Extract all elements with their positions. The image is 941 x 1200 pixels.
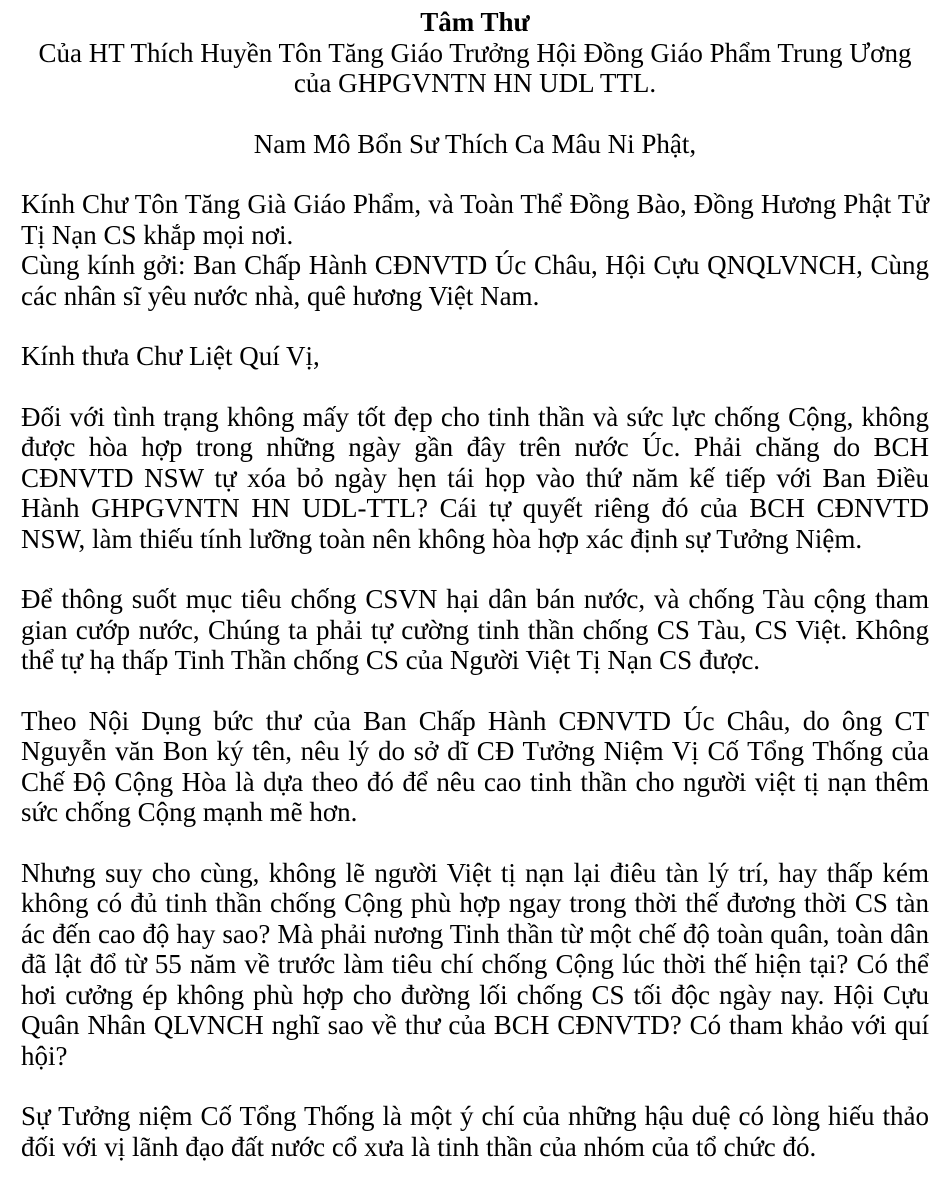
body-paragraph-2: Để thông suốt mục tiêu chống CSVN hại dân bán nước, và chống Tàu cộng tham gian cướp nước, Chúng ta phải tự cường tinh thần chống CS Tàu, CS Việt. Không thể tự hạ thấp Tinh Thần chống CS của Người Việt Tị Nạn CS được.	[21, 584, 929, 675]
body-paragraph-5: Sự Tưởng niệm Cố Tổng Thống là một ý chí của những hậu duệ có lòng hiếu thảo đối với vị lãnh đạo đất nước cổ xưa là tinh thần của nhóm của tổ chức đó.	[21, 1101, 929, 1162]
cc-recipients-paragraph: Cùng kính gởi: Ban Chấp Hành CĐNVTD Úc Châu, Hội Cựu QNQLVNCH, Cùng các nhân sĩ yêu nước nhà, quê hương Việt Nam.	[21, 250, 929, 311]
body-paragraph-4: Nhưng suy cho cùng, không lẽ người Việt tị nạn lại điêu tàn lý trí, hay thấp kém không có đủ tinh thần chống Cộng phù hợp ngay trong thời thế đương thời CS tàn ác đến cao độ hay sao? Mà phải nương Tinh thần từ một chế độ toàn quân, toàn dân đã lật đổ từ 55 năm về trước làm tiêu chí chống Cộng lúc thời thế hiện tại? Có thể hơi cưởng ép không phù hợp cho đường lối chống CS tối độc ngày nay. Hội Cựu Quân Nhân QLVNCH nghĩ sao về thư của BCH CĐNVTD? Có tham khảo với quí hội?	[21, 857, 929, 1071]
buddhist-invocation-line: Nam Mô Bổn Sư Thích Ca Mâu Ni Phật,	[253, 128, 697, 159]
document-subtitle: Của HT Thích Huyền Tôn Tăng Giáo Trưởng Hội Đồng Giáo Phẩm Trung Ương của GHPGVNTN HN UDL TTL.	[38, 37, 912, 98]
greeting-line: Kính thưa Chư Liệt Quí Vị,	[21, 341, 320, 371]
body-paragraph-3: Theo Nội Dụng bức thư của Ban Chấp Hành CĐNVTD Úc Châu, do ông CT Nguyễn văn Bon ký tên, nêu lý do sở dĩ CĐ Tưởng Niệm Vị Cố Tổng Thống của Chế Độ Cộng Hòa là dựa theo đó để nêu cao tinh thần cho người việt tị nạn thêm sức chống Cộng mạnh mẽ hơn.	[21, 705, 929, 827]
body-paragraph-1: Đối với tình trạng không mấy tốt đẹp cho tinh thần và sức lực chống Cộng, không được hòa hợp trong những ngày gần đây trên nước Úc. Phải chăng do BCH CĐNVTD NSW tự xóa bỏ ngày hẹn tái họp vào thứ năm kế tiếp với Ban Điều Hành GHPGVNTN HN UDL-TTL? Cái tự quyết riêng đó của BCH CĐNVTD NSW, làm thiếu tính lưỡng toàn nên không hòa hợp xác định sự Tưởng Niệm.	[21, 401, 929, 554]
salutation-paragraph: Kính Chư Tôn Tăng Già Giáo Phẩm, và Toàn Thể Đồng Bào, Đồng Hương Phật Tử Tị Nạn CS khắp mọi nơi.	[21, 189, 929, 250]
document-title: Tâm Thư	[420, 7, 530, 37]
